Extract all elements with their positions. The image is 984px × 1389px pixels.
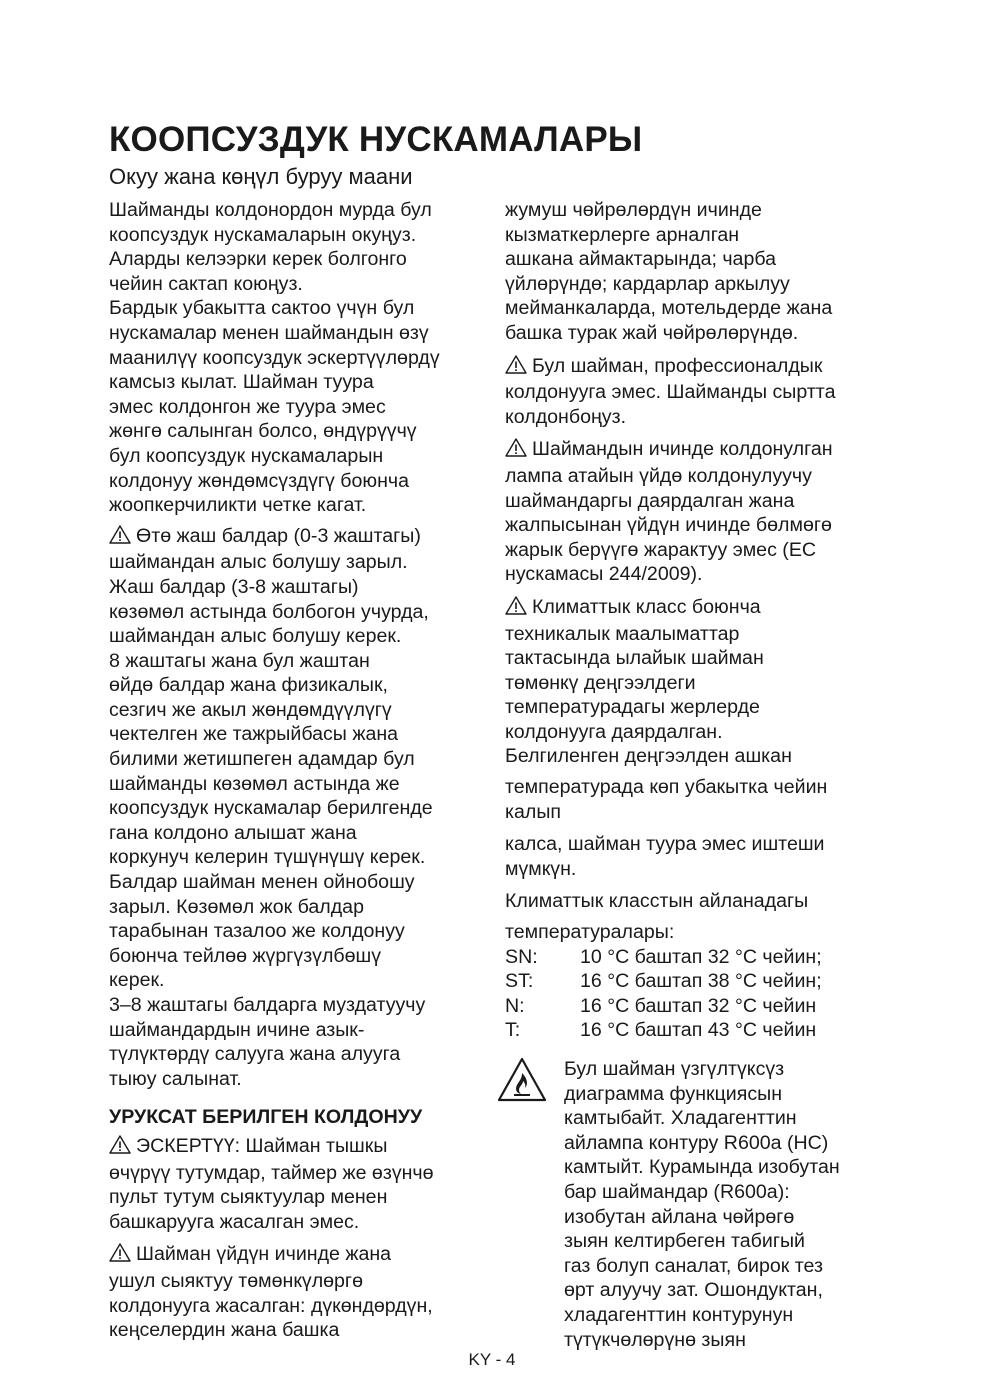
intro-line: нускамалар менен шаймандын өзү [109, 321, 429, 344]
flammable-line: зыян келтирбеген табигый [564, 1230, 805, 1253]
flammable-warning-icon [497, 1057, 547, 1110]
children-line: коопсуздук нускамалар берилгенде [109, 797, 433, 820]
warning-icon [505, 438, 527, 464]
continued-line: үйлөрүндө; кардарлар аркылуу [505, 272, 790, 295]
children-line: шайманды көзөмөл астында же [109, 772, 400, 795]
intro-line: коопсуздук нускамаларын окуңуз. [109, 223, 417, 246]
household-line: колдонууга жасалган: дүкөндөрдүн, [109, 1294, 433, 1317]
climate-line: температурада көп убакытка чейин [505, 776, 828, 799]
lamp-line: нускамасы 244/2009). [505, 563, 703, 586]
intro-line: камсыз кылат. Шайман туура [109, 371, 374, 394]
children-line: зарыл. Көзөмөл жок балдар [109, 895, 364, 918]
right-column [505, 198, 883, 1352]
professional-line: колдонууга эмес. Шайманды сыртта [505, 381, 836, 404]
children-line: түлүктөрдү салууга жана алууга [109, 1043, 401, 1066]
continued-line: ашкана аймактарында; чарба [505, 248, 777, 271]
children-line: көзөмөл астында болбогон учурда, [109, 600, 429, 623]
lamp-line: жалпысынан үйдүн ичинде бөлмөгө [505, 514, 832, 537]
flammable-line: камтыбайт. Хладагенттин [564, 1107, 797, 1130]
children-line: боюнча тейлөө жүргүзүлбөшү [109, 944, 382, 967]
climate-paragraph [505, 595, 883, 769]
climate-table-row [505, 969, 883, 994]
climate-first-line: Климаттык класс боюнча [532, 595, 761, 618]
flammable-line: түтүкчөлөрүнө зыян [564, 1328, 746, 1351]
children-line: керек. [109, 969, 165, 992]
warning-paragraph [109, 1134, 487, 1234]
intro-line: бул коопсуздук нускамаларын [109, 444, 384, 467]
continued-line: кызматкерлерге арналган [505, 223, 740, 246]
warning-icon [505, 596, 527, 622]
household-line: ушул сыяктуу төмөнкүлөргө [109, 1269, 363, 1292]
climate-class-range: 16 °C баштап 38 °C чейин; [580, 970, 822, 993]
climate-line: төмөнкү деңгээлдеги [505, 671, 696, 694]
intro-line: жоопкерчиликти четке кагат. [109, 494, 367, 517]
lamp-line: шаймандаргы даярдалган жана [505, 489, 795, 512]
lamp-line: лампа атайын үйдө колдонулуучу [505, 464, 812, 487]
climate-class-range: 16 °C баштап 43 °C чейин [580, 1019, 817, 1042]
lamp-line: жарык берүүгө жарактуу эмес (ЕС [505, 538, 817, 561]
warning-icon [109, 1135, 131, 1161]
climate-line: температурадагы жерлерде [505, 696, 760, 719]
flammable-line: айлампа контуру R600a (НС) [564, 1131, 829, 1154]
continued-line: башка турак жай чөйрөлөрүндө. [505, 321, 799, 344]
flammable-line: бар шаймандар (R600a): [564, 1180, 790, 1203]
children-first-line: Өтө жаш балдар (0-3 жаштагы) [136, 524, 421, 547]
climate-class-range: 16 °C баштап 32 °C чейин [580, 994, 817, 1017]
children-line: шаймандан алыс болушу зарыл. [109, 551, 408, 574]
flammable-line: изобутан айлана чөйрөгө [564, 1205, 795, 1228]
climate-table [505, 945, 883, 1043]
intro-line: жөнгө салынган болсо, өндүрүүчү [109, 420, 417, 443]
flammable-line: өрт алуучу зат. Ошондуктан, [564, 1279, 823, 1302]
climate-table-row [505, 1018, 883, 1043]
flammable-paragraph [505, 1057, 883, 1352]
children-line: Балдар шайман менен ойнобошу [109, 871, 415, 894]
page-title: КООПСУЗДУК НУСКАМАЛАРЫ [109, 120, 643, 159]
warning-first-line: ЭСКЕРТҮҮ: Шайман тышкы [136, 1134, 388, 1157]
climate-class-range: 10 °C баштап 32 °C чейин; [580, 945, 822, 968]
intro-line: Аларды келээрки керек болгонго [109, 248, 407, 271]
climate-line: калып [505, 800, 562, 823]
intro-paragraph [109, 198, 487, 518]
household-paragraph [109, 1242, 487, 1342]
intro-line: эмес колдонгон же туура эмес [109, 395, 386, 418]
professional-paragraph [505, 354, 883, 430]
flammable-line: хладагенттин контурунун [564, 1303, 794, 1326]
lamp-paragraph [505, 437, 883, 587]
flammable-line: Бул шайман үзгүлтүксүз [564, 1058, 785, 1080]
children-line: шаймандан алыс болушу керек. [109, 625, 402, 648]
warning-line: өчүрүү тутумдар, таймер же өзүнчө [109, 1161, 434, 1184]
climate-class-code: T: [505, 1019, 521, 1042]
flammable-line: газ болуп саналат, бирок тез [564, 1254, 823, 1277]
climate-class-code: ST: [505, 970, 534, 993]
children-line: коркунуч келерин түшүнүшү керек. [109, 846, 426, 869]
warning-icon [109, 525, 131, 551]
climate-line: тактасында ылайык шайман [505, 647, 764, 670]
climate-line: колдонууга даярдалган. [505, 720, 723, 743]
children-line: 3–8 жаштагы балдарга муздатуучу [109, 994, 426, 1016]
intro-line: Шайманды колдонордон мурда бул [109, 199, 432, 221]
warning-icon [109, 1243, 131, 1269]
children-line: Жаш балдар (3-8 жаштагы) [109, 575, 359, 598]
continued-line: жумуш чөйрөлөрдүн ичинде [505, 199, 762, 221]
climate-paragraph-2 [505, 775, 883, 824]
children-paragraph [109, 524, 487, 1092]
children-line: билими жетишпеген адамдар бул [109, 748, 415, 771]
children-line: тарабынан тазалоо же колдонуу [109, 920, 405, 943]
climate-paragraph-3 [505, 832, 883, 881]
page-subtitle: Окуу жана көңүл буруу маани [109, 164, 413, 189]
warning-line: пульт тутум сыяктуулар менен [109, 1186, 388, 1209]
climate-heading: Климаттык класстын айланадагы [505, 890, 809, 913]
continued-line: мейманкаларда, мотельдерде жана [505, 297, 833, 320]
children-line: тыюу салынат. [109, 1067, 242, 1090]
children-line: 8 жаштагы жана бул жаштан [109, 649, 370, 672]
children-line: сезгич же акыл жөндөмдүүлүгү [109, 698, 392, 721]
children-line: шаймандардын ичине азык- [109, 1018, 365, 1041]
left-column [109, 198, 487, 1343]
continued-paragraph [505, 198, 883, 346]
children-line: өйдө балдар жана физикалык, [109, 674, 388, 697]
climate-heading-2: температуралары: [505, 921, 675, 944]
intro-line: Бардык убакытта сактоо үчүн бул [109, 297, 415, 320]
warning-line: башкарууга жасалган эмес. [109, 1210, 360, 1233]
climate-line: Белгиленген деңгээлден ашкан [505, 745, 792, 768]
warning-icon [505, 355, 527, 381]
flammable-line: диаграмма функциясын [564, 1082, 783, 1105]
flammable-line: камтыйт. Курамында изобутан [564, 1156, 840, 1179]
intro-line: маанилүү коопсуздук эскертүүлөрдү [109, 346, 440, 369]
children-line: чектелген же тажрыйбасы жана [109, 723, 399, 746]
climate-line: калса, шайман туура эмес иштеши [505, 833, 825, 856]
climate-line: мүмкүн. [505, 857, 577, 880]
household-line: кеңселердин жана башка [109, 1319, 340, 1342]
climate-line: техникалык маалыматтар [505, 622, 740, 645]
climate-class-code: SN: [505, 945, 538, 968]
lamp-first-line: Шаймандын ичинде колдонулган [532, 438, 833, 461]
intro-line: чейин сактап коюңуз. [109, 272, 303, 295]
page-number: KY - 4 [468, 1350, 516, 1369]
section-heading: УРУКСАТ БЕРИЛГЕН КОЛДОНУУ [109, 1106, 423, 1129]
professional-line: колдонбоңуз. [505, 405, 627, 428]
children-line: гана колдоно алышат жана [109, 821, 357, 844]
household-first-line: Шайман үйдүн ичинде жана [136, 1243, 392, 1266]
professional-first-line: Бул шайман, профессионалдык [532, 354, 823, 377]
climate-class-code: N: [505, 994, 525, 1017]
intro-line: колдонуу жөндөмсүздүгү боюнча [109, 469, 410, 492]
climate-table-row [505, 945, 883, 970]
climate-table-row [505, 994, 883, 1019]
